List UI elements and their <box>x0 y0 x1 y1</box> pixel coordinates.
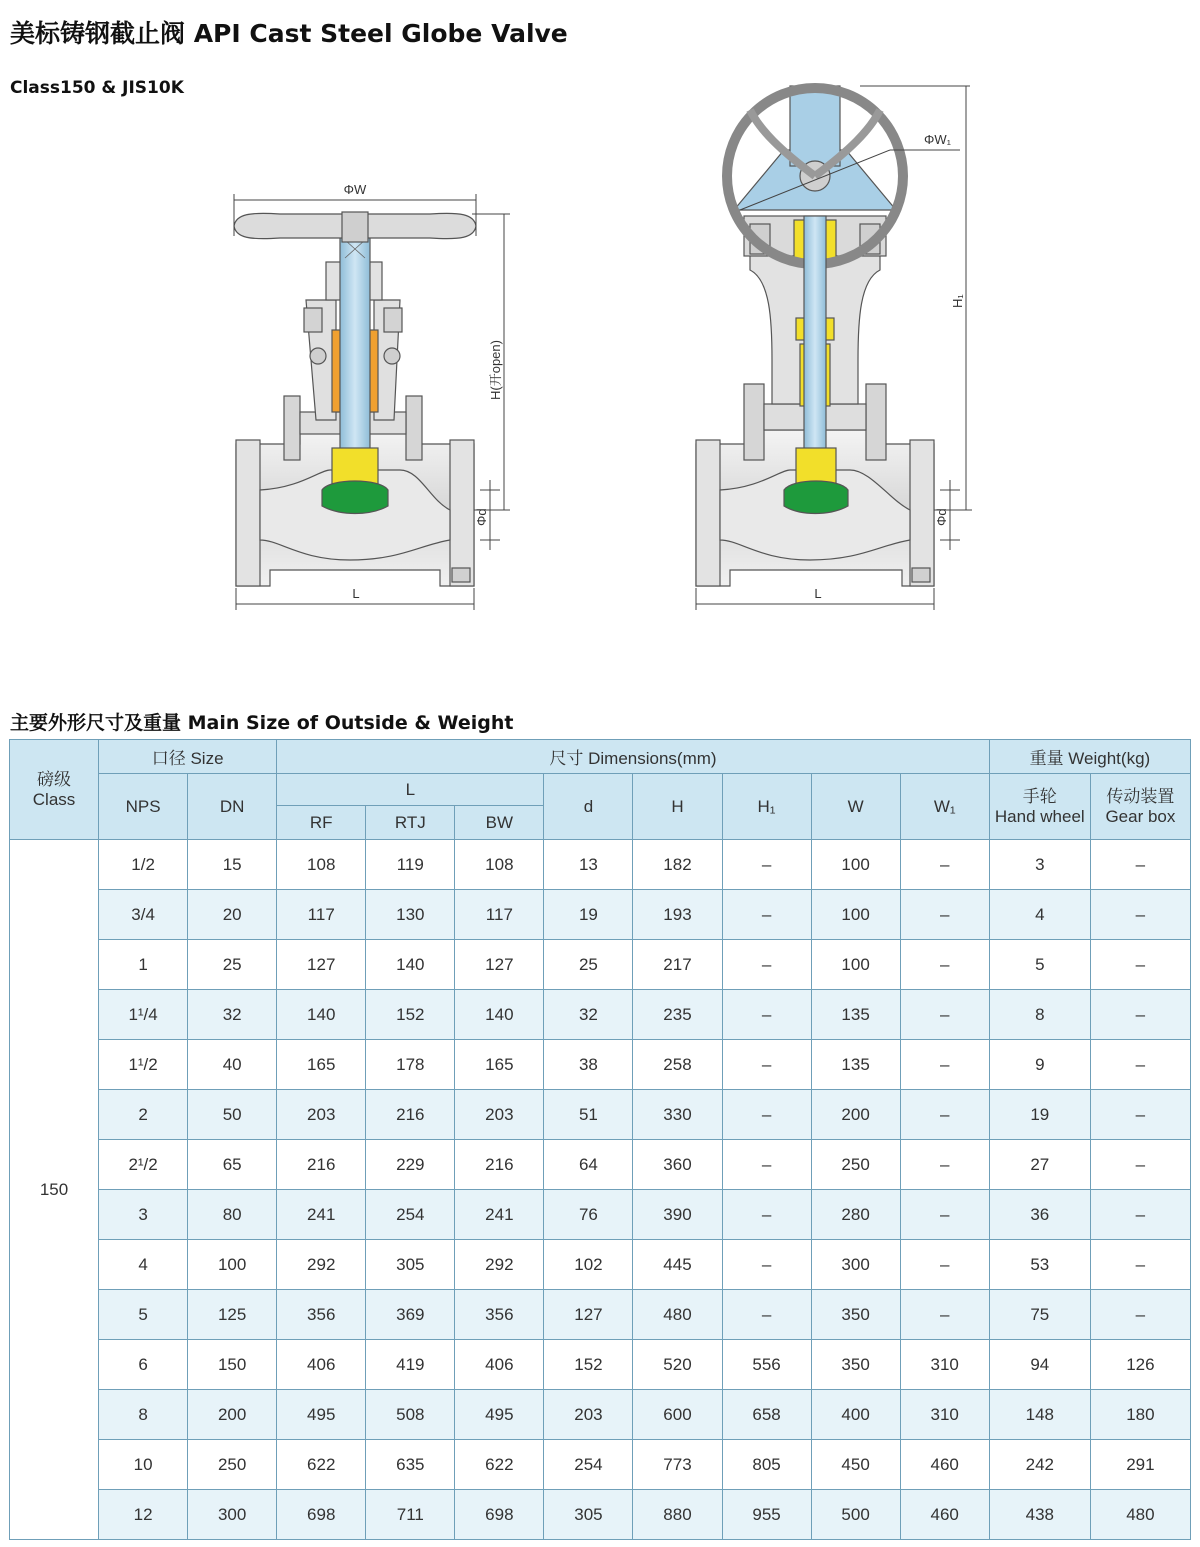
cell-hw: 9 <box>989 1040 1090 1090</box>
cell-w: 450 <box>811 1440 900 1490</box>
cell-rtj: 711 <box>366 1490 455 1540</box>
header-h1: H₁ <box>722 774 811 840</box>
cell-d: 76 <box>544 1190 633 1240</box>
cell-dn: 40 <box>188 1040 277 1090</box>
table-row <box>10 940 1191 990</box>
cell-hw: 53 <box>989 1240 1090 1290</box>
cell-rf: 241 <box>277 1190 366 1240</box>
cell-dn: 32 <box>188 990 277 1040</box>
table-body <box>10 840 1191 1540</box>
cell-w1: – <box>900 940 989 990</box>
cell-nps: 12 <box>99 1490 188 1540</box>
cell-dn: 50 <box>188 1090 277 1140</box>
cell-w1: 310 <box>900 1390 989 1440</box>
cell-w1: 460 <box>900 1440 989 1490</box>
cell-rtj: 369 <box>366 1290 455 1340</box>
table-row <box>10 1340 1191 1390</box>
cell-h: 520 <box>633 1340 722 1390</box>
cell-rf: 203 <box>277 1090 366 1140</box>
cell-h: 445 <box>633 1240 722 1290</box>
cell-h: 182 <box>633 840 722 890</box>
header-dimensions: 尺寸 Dimensions(mm) <box>277 740 990 774</box>
cell-w: 100 <box>811 840 900 890</box>
cell-bw: 241 <box>455 1190 544 1240</box>
cell-bw: 406 <box>455 1340 544 1390</box>
table-row <box>10 1290 1191 1340</box>
cell-rf: 495 <box>277 1390 366 1440</box>
cell-d: 38 <box>544 1040 633 1090</box>
cell-dn: 125 <box>188 1290 277 1340</box>
cell-w1: 460 <box>900 1490 989 1540</box>
cell-w: 135 <box>811 1040 900 1090</box>
dim-label-w1: ΦW₁ <box>924 132 952 147</box>
table-row <box>10 1090 1191 1140</box>
cell-hw: 8 <box>989 990 1090 1040</box>
cell-h1: – <box>722 1140 811 1190</box>
cell-rtj: 635 <box>366 1440 455 1490</box>
cell-d: 19 <box>544 890 633 940</box>
cell-w1: – <box>900 990 989 1040</box>
cell-h1: 955 <box>722 1490 811 1540</box>
cell-nps: 6 <box>99 1340 188 1390</box>
gearbox-valve-drawing <box>696 86 934 586</box>
cell-dn: 300 <box>188 1490 277 1540</box>
cell-bw: 698 <box>455 1490 544 1540</box>
cell-d: 25 <box>544 940 633 990</box>
cell-hw: 5 <box>989 940 1090 990</box>
table-row <box>10 1490 1191 1540</box>
cell-rtj: 305 <box>366 1240 455 1290</box>
cell-bw: 127 <box>455 940 544 990</box>
cell-dn: 150 <box>188 1340 277 1390</box>
cell-gb: – <box>1090 1040 1190 1090</box>
dim-label-d-right: Φd <box>934 508 949 526</box>
dim-label-l-left: L <box>352 586 360 601</box>
size-weight-table <box>9 739 1191 1540</box>
cell-d: 102 <box>544 1240 633 1290</box>
cell-hw: 242 <box>989 1440 1090 1490</box>
cell-nps: 10 <box>99 1440 188 1490</box>
cell-h: 390 <box>633 1190 722 1240</box>
cell-gb: – <box>1090 1090 1190 1140</box>
valve-drawings <box>0 80 1200 620</box>
cell-rtj: 419 <box>366 1340 455 1390</box>
cell-dn: 20 <box>188 890 277 940</box>
cell-h: 193 <box>633 890 722 940</box>
cell-dn: 100 <box>188 1240 277 1290</box>
dim-label-w: ΦW <box>343 182 367 197</box>
cell-rf: 292 <box>277 1240 366 1290</box>
cell-rf: 117 <box>277 890 366 940</box>
cell-nps: 8 <box>99 1390 188 1440</box>
cell-rtj: 130 <box>366 890 455 940</box>
dim-label-d-left: Φd <box>474 508 489 526</box>
cell-dn: 200 <box>188 1390 277 1440</box>
header-gearbox <box>1090 774 1190 840</box>
cell-dn: 80 <box>188 1190 277 1240</box>
cell-rtj: 508 <box>366 1390 455 1440</box>
cell-gb: – <box>1090 1140 1190 1190</box>
cell-bw: 622 <box>455 1440 544 1490</box>
cell-h: 880 <box>633 1490 722 1540</box>
table-row <box>10 840 1191 890</box>
cell-rtj: 216 <box>366 1090 455 1140</box>
cell-h1: – <box>722 1040 811 1090</box>
cell-rtj: 119 <box>366 840 455 890</box>
cell-h: 235 <box>633 990 722 1040</box>
cell-w1: – <box>900 1190 989 1240</box>
header-class-cn: 磅级 <box>37 769 72 789</box>
cell-bw: 165 <box>455 1040 544 1090</box>
cell-nps: 1¹/2 <box>99 1040 188 1090</box>
table-row <box>10 1190 1191 1240</box>
cell-hw: 148 <box>989 1390 1090 1440</box>
cell-rf: 127 <box>277 940 366 990</box>
cell-rtj: 152 <box>366 990 455 1040</box>
header-l: L <box>277 774 544 806</box>
cell-dn: 250 <box>188 1440 277 1490</box>
cell-w: 350 <box>811 1340 900 1390</box>
cell-h: 773 <box>633 1440 722 1490</box>
cell-hw: 75 <box>989 1290 1090 1340</box>
cell-gb: – <box>1090 1240 1190 1290</box>
cell-h1: – <box>722 940 811 990</box>
page-title: 美标铸钢截止阀 API Cast Steel Globe Valve <box>10 19 568 48</box>
header-weight: 重量 Weight(kg) <box>989 740 1190 774</box>
cell-w: 280 <box>811 1190 900 1240</box>
cell-nps: 3/4 <box>99 890 188 940</box>
cell-hw: 19 <box>989 1090 1090 1140</box>
cell-h: 600 <box>633 1390 722 1440</box>
header-class <box>10 740 99 840</box>
cell-bw: 108 <box>455 840 544 890</box>
cell-w: 200 <box>811 1090 900 1140</box>
cell-d: 13 <box>544 840 633 890</box>
cell-h1: – <box>722 1240 811 1290</box>
cell-h1: – <box>722 1090 811 1140</box>
header-rtj: RTJ <box>366 806 455 840</box>
cell-rtj: 254 <box>366 1190 455 1240</box>
cell-w1: – <box>900 1240 989 1290</box>
table-row <box>10 1390 1191 1440</box>
cell-w: 100 <box>811 940 900 990</box>
header-handwheel-en: Hand wheel <box>994 806 1085 826</box>
header-h: H <box>633 774 722 840</box>
table-row <box>10 1440 1191 1490</box>
cell-gb: – <box>1090 1190 1190 1240</box>
cell-rtj: 140 <box>366 940 455 990</box>
cell-w1: – <box>900 1090 989 1140</box>
header-nps: NPS <box>99 774 188 840</box>
header-gearbox-cn: 传动装置 <box>1106 786 1175 806</box>
table-row <box>10 1140 1191 1190</box>
cell-nps: 2 <box>99 1090 188 1140</box>
cell-bw: 140 <box>455 990 544 1040</box>
cell-h1: – <box>722 990 811 1040</box>
cell-d: 127 <box>544 1290 633 1340</box>
cell-rf: 622 <box>277 1440 366 1490</box>
table-row <box>10 1240 1191 1290</box>
cell-bw: 495 <box>455 1390 544 1440</box>
cell-hw: 27 <box>989 1140 1090 1190</box>
header-size: 口径 Size <box>99 740 277 774</box>
cell-hw: 438 <box>989 1490 1090 1540</box>
dim-label-h: H(开open) <box>488 340 503 400</box>
cell-h: 217 <box>633 940 722 990</box>
cell-rf: 108 <box>277 840 366 890</box>
header-d: d <box>544 774 633 840</box>
cell-rf: 216 <box>277 1140 366 1190</box>
page-subtitle: Class150 & JIS10K <box>10 78 184 98</box>
cell-rf: 698 <box>277 1490 366 1540</box>
header-class-en: Class <box>32 789 76 809</box>
cell-h1: – <box>722 890 811 940</box>
cell-hw: 3 <box>989 840 1090 890</box>
cell-w: 400 <box>811 1390 900 1440</box>
cell-d: 152 <box>544 1340 633 1390</box>
cell-w: 250 <box>811 1140 900 1190</box>
cell-dn: 65 <box>188 1140 277 1190</box>
cell-nps: 5 <box>99 1290 188 1340</box>
cell-h: 480 <box>633 1290 722 1340</box>
cell-w1: – <box>900 840 989 890</box>
header-dn: DN <box>188 774 277 840</box>
cell-gb: 126 <box>1090 1340 1190 1390</box>
class-value-cell: 150 <box>10 840 99 1540</box>
cell-rf: 140 <box>277 990 366 1040</box>
cell-h1: – <box>722 1290 811 1340</box>
handwheel-valve-drawing <box>234 212 476 586</box>
cell-gb: – <box>1090 890 1190 940</box>
cell-h: 330 <box>633 1090 722 1140</box>
header-handwheel-cn: 手轮 <box>1022 786 1057 806</box>
cell-nps: 1 <box>99 940 188 990</box>
table-row <box>10 1040 1191 1090</box>
cell-dn: 25 <box>188 940 277 990</box>
cell-nps: 3 <box>99 1190 188 1240</box>
cell-gb: – <box>1090 1290 1190 1340</box>
cell-w: 300 <box>811 1240 900 1290</box>
header-handwheel <box>989 774 1090 840</box>
cell-gb: – <box>1090 840 1190 890</box>
cell-w: 500 <box>811 1490 900 1540</box>
cell-d: 32 <box>544 990 633 1040</box>
cell-hw: 94 <box>989 1340 1090 1390</box>
header-bw: BW <box>455 806 544 840</box>
cell-rf: 356 <box>277 1290 366 1340</box>
cell-h1: – <box>722 1190 811 1240</box>
cell-d: 305 <box>544 1490 633 1540</box>
dim-label-h1: H₁ <box>950 294 965 308</box>
cell-h1: 556 <box>722 1340 811 1390</box>
cell-w: 350 <box>811 1290 900 1340</box>
table-row <box>10 890 1191 940</box>
cell-rf: 165 <box>277 1040 366 1090</box>
cell-w1: – <box>900 1040 989 1090</box>
cell-gb: 291 <box>1090 1440 1190 1490</box>
cell-d: 254 <box>544 1440 633 1490</box>
cell-h1: 658 <box>722 1390 811 1440</box>
cell-h: 360 <box>633 1140 722 1190</box>
cell-w1: 310 <box>900 1340 989 1390</box>
cell-nps: 4 <box>99 1240 188 1290</box>
cell-hw: 36 <box>989 1190 1090 1240</box>
cell-gb: – <box>1090 940 1190 990</box>
cell-h1: 805 <box>722 1440 811 1490</box>
cell-w1: – <box>900 890 989 940</box>
cell-rtj: 178 <box>366 1040 455 1090</box>
cell-d: 64 <box>544 1140 633 1190</box>
table-row <box>10 990 1191 1040</box>
cell-bw: 356 <box>455 1290 544 1340</box>
header-rf: RF <box>277 806 366 840</box>
cell-gb: 180 <box>1090 1390 1190 1440</box>
cell-w1: – <box>900 1290 989 1340</box>
cell-rtj: 229 <box>366 1140 455 1190</box>
cell-bw: 117 <box>455 890 544 940</box>
cell-nps: 1/2 <box>99 840 188 890</box>
dim-label-l-right: L <box>814 586 822 601</box>
header-gearbox-en: Gear box <box>1105 806 1176 826</box>
cell-gb: 480 <box>1090 1490 1190 1540</box>
cell-h1: – <box>722 840 811 890</box>
cell-nps: 1¹/4 <box>99 990 188 1040</box>
cell-d: 203 <box>544 1390 633 1440</box>
cell-dn: 15 <box>188 840 277 890</box>
cell-w: 135 <box>811 990 900 1040</box>
table-title: 主要外形尺寸及重量 Main Size of Outside & Weight <box>10 712 514 734</box>
cell-bw: 203 <box>455 1090 544 1140</box>
cell-bw: 216 <box>455 1140 544 1190</box>
cell-hw: 4 <box>989 890 1090 940</box>
cell-gb: – <box>1090 990 1190 1040</box>
cell-w1: – <box>900 1140 989 1190</box>
cell-rf: 406 <box>277 1340 366 1390</box>
cell-bw: 292 <box>455 1240 544 1290</box>
cell-nps: 2¹/2 <box>99 1140 188 1190</box>
cell-d: 51 <box>544 1090 633 1140</box>
cell-w: 100 <box>811 890 900 940</box>
cell-h: 258 <box>633 1040 722 1090</box>
header-w1: W₁ <box>900 774 989 840</box>
header-w: W <box>811 774 900 840</box>
